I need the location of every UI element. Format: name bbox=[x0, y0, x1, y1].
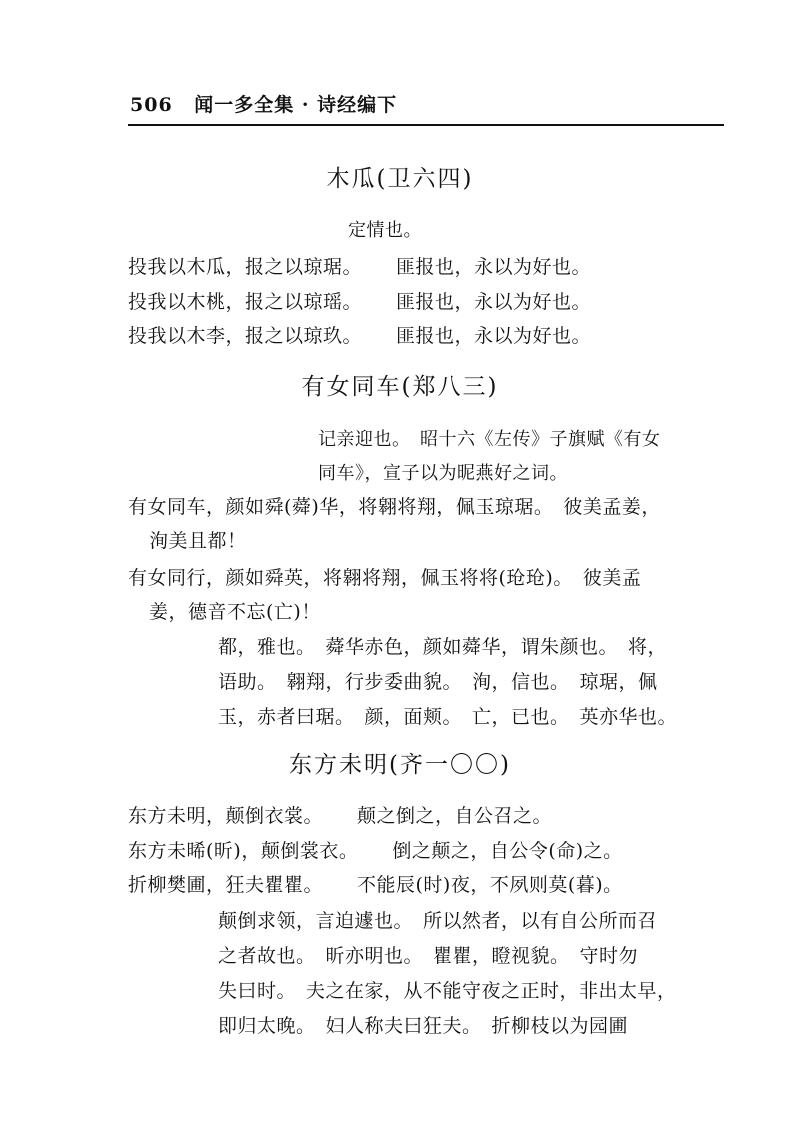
commentary-line: 语助。 翱翔，行步委曲貌。 洵，信也。 琼琚，佩 bbox=[218, 671, 658, 693]
poem-title: 木瓜(卫六四) bbox=[326, 166, 474, 192]
poem-line: 东方未明，颠倒衣裳。 颠之倒之，自公召之。 bbox=[128, 805, 553, 827]
poem-line: 投我以木桃，报之以琼瑶。 匪报也，永以为好也。 bbox=[128, 291, 592, 313]
poem-title: 有女同车(郑八三) bbox=[301, 374, 499, 400]
poem-title: 东方未明(齐一〇〇) bbox=[289, 752, 511, 778]
commentary-line: 失曰时。 夫之在家，从不能守夜之正时，非出太早， bbox=[218, 980, 677, 1002]
poem-line: 姜，德音不忘(亡)！ bbox=[149, 601, 321, 623]
header-rule bbox=[128, 124, 724, 126]
commentary-line: 颠倒求领，言迫遽也。 所以然者，以有自公所而召 bbox=[218, 910, 658, 932]
book-title: 闻一多全集 · 诗经编下 bbox=[194, 94, 398, 116]
poem-note: 记亲迎也。 昭十六《左传》子旗赋《有女 bbox=[318, 429, 661, 450]
poem-line: 东方未晞(昕)，颠倒裳衣。 倒之颠之，自公令(命)之。 bbox=[128, 840, 623, 862]
poem-line: 有女同行，颜如舜英，将翱将翔，佩玉将将(玱玱)。 彼美孟 bbox=[128, 567, 642, 589]
commentary-line: 玉，赤者曰琚。 颜，面颊。 亡，已也。 英亦华也。 bbox=[218, 706, 678, 728]
poem-note: 定情也。 bbox=[348, 220, 422, 241]
page-header bbox=[130, 90, 397, 117]
commentary-line: 之者故也。 昕亦明也。 瞿瞿，瞪视貌。 守时勿 bbox=[218, 945, 639, 967]
poem-line: 投我以木瓜，报之以琼琚。 匪报也，永以为好也。 bbox=[128, 256, 592, 278]
poem-note: 同车》，宣子以为昵燕好之词。 bbox=[318, 463, 568, 484]
poem-line: 折柳樊圃，狂夫瞿瞿。 不能辰(时)夜，不夙则莫(暮)。 bbox=[128, 874, 623, 896]
poem-line: 有女同车，颜如舜(蕣)华，将翱将翔，佩玉琼琚。 彼美孟姜， bbox=[128, 496, 661, 518]
poem-line: 洵美且都！ bbox=[149, 530, 247, 552]
poem-line: 投我以木李，报之以琼玖。 匪报也，永以为好也。 bbox=[128, 325, 592, 347]
page-number: 506 bbox=[130, 94, 173, 116]
commentary-line: 都，雅也。 蕣华赤色，颜如蕣华，谓朱颜也。 将， bbox=[218, 636, 668, 658]
commentary-line: 即归太晚。 妇人称夫曰狂夫。 折柳枝以为园圃 bbox=[218, 1015, 629, 1037]
